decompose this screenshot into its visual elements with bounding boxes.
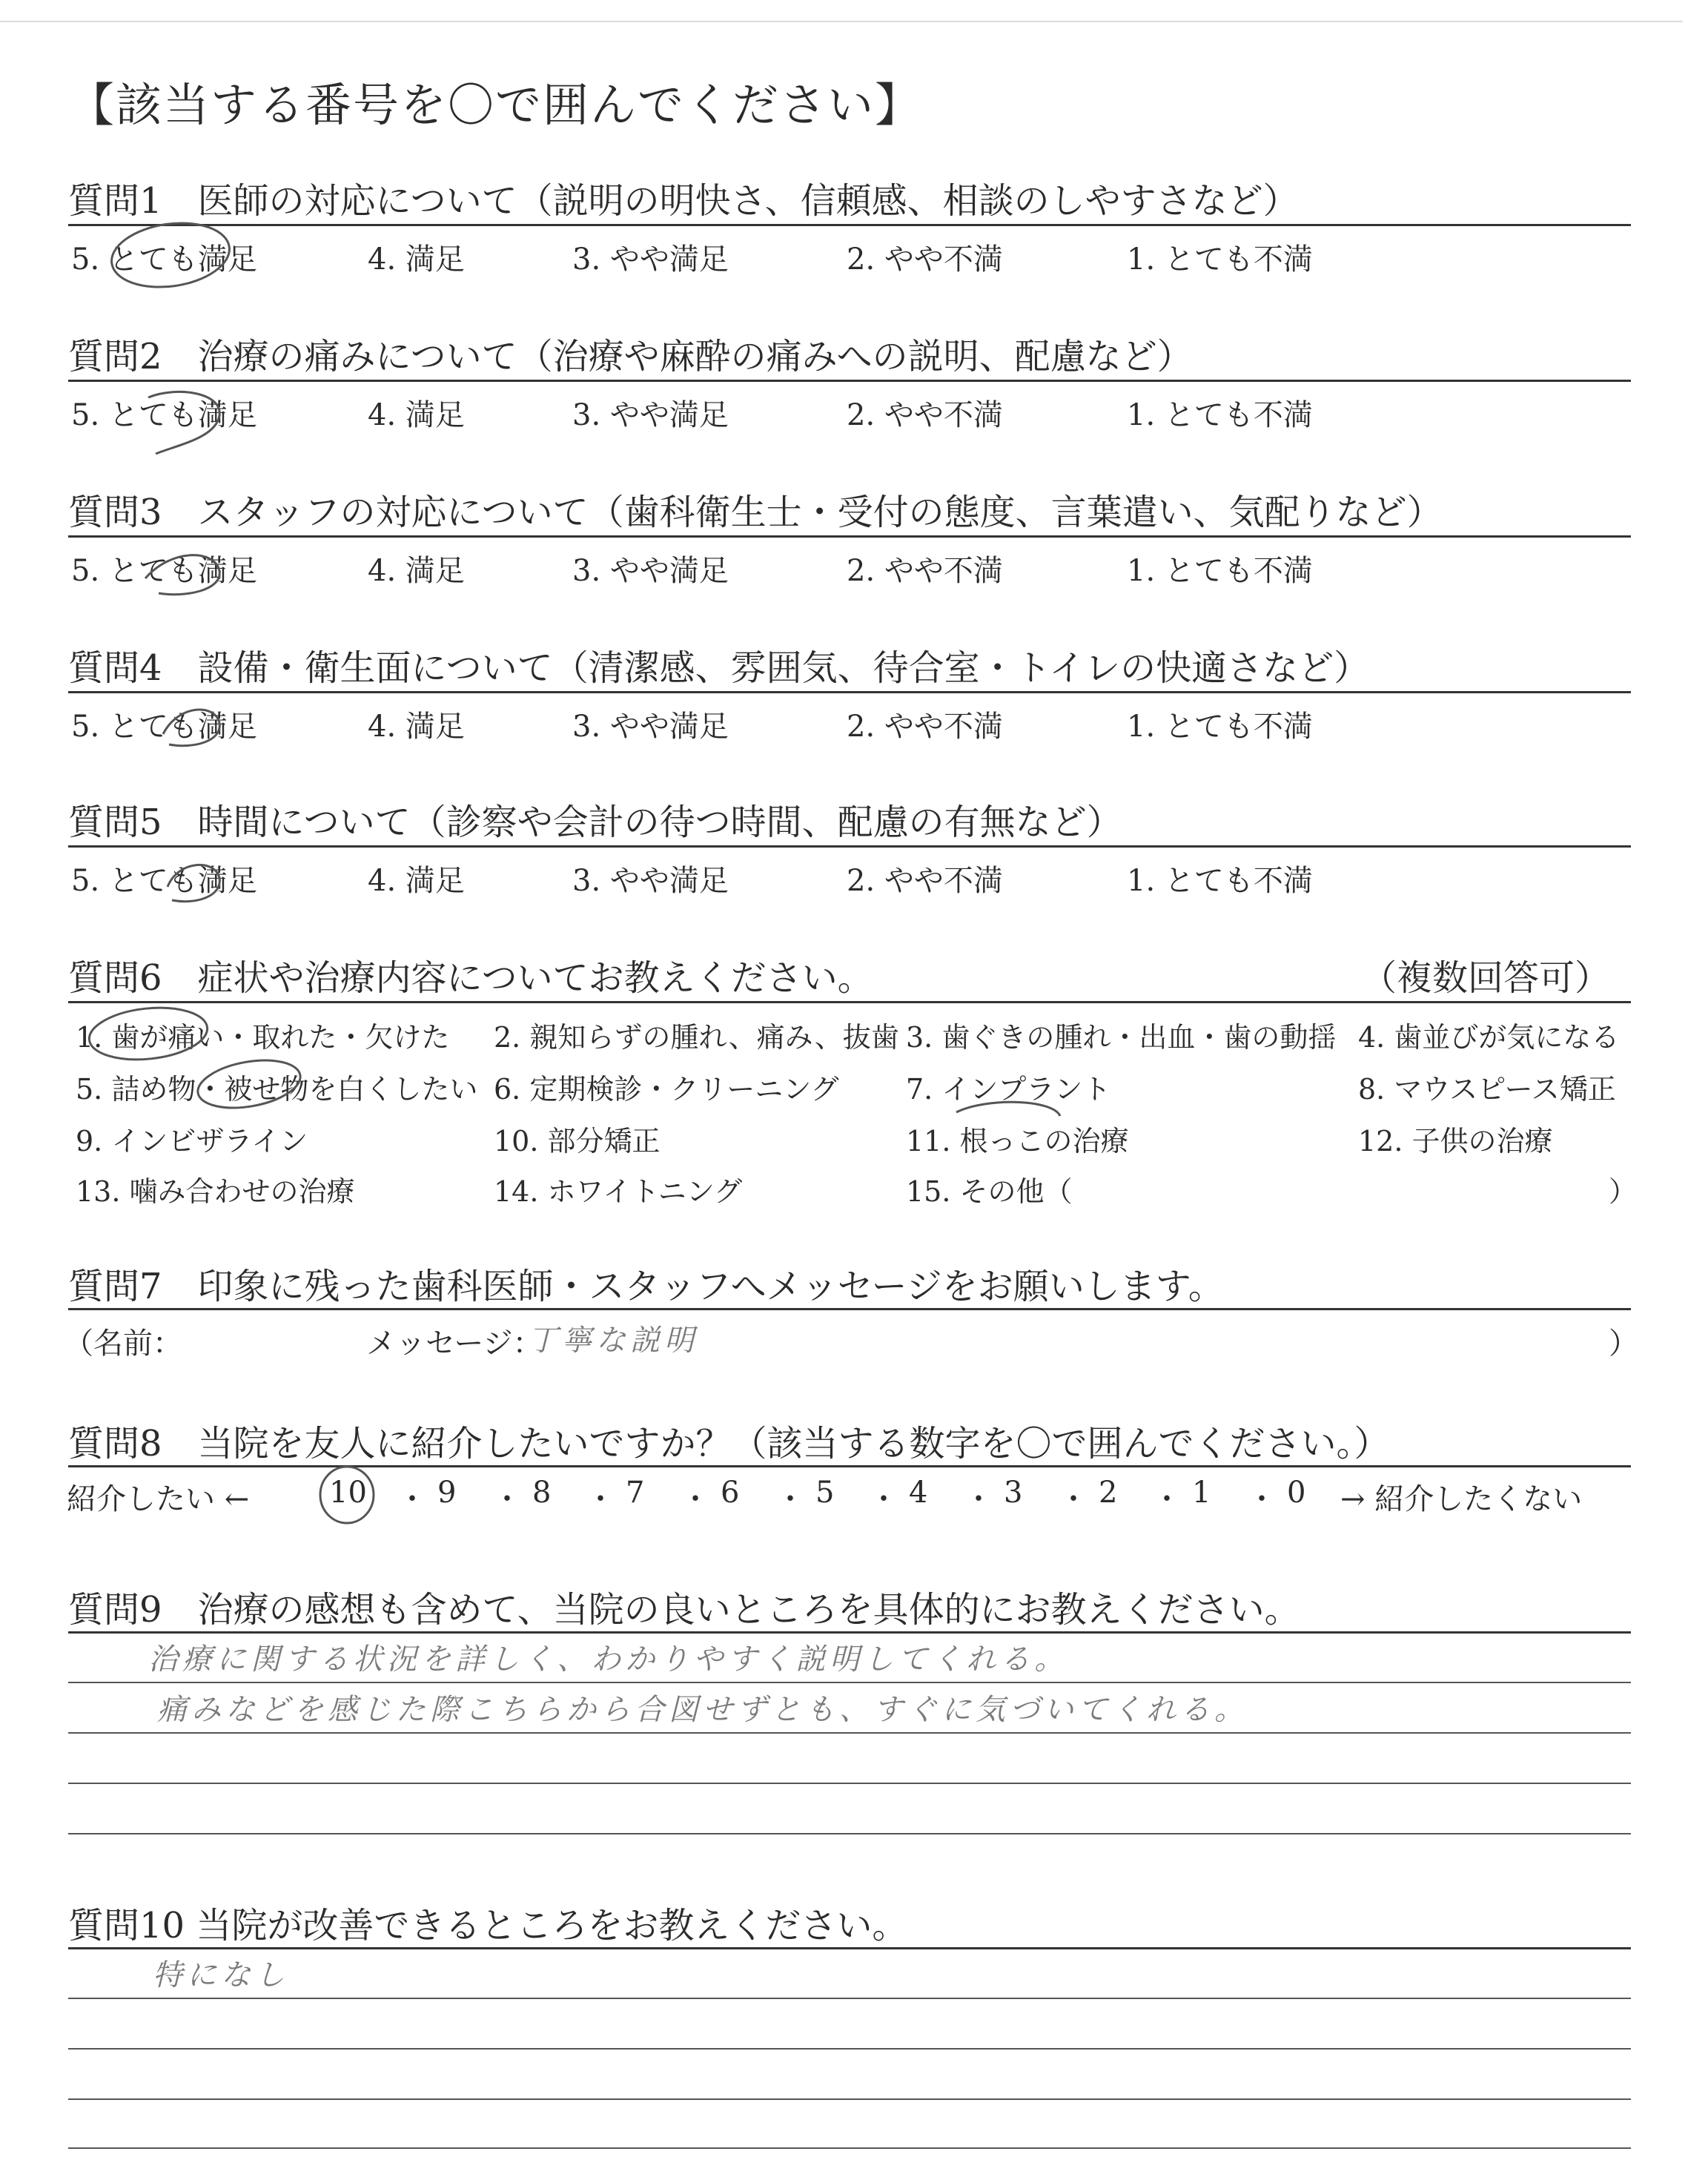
q8-dot: ・ xyxy=(397,1482,427,1516)
q9-writing-line xyxy=(68,1783,1631,1784)
q6-item-7[interactable]: 7. インプラント xyxy=(906,1073,1111,1106)
q4-option-3[interactable]: 3. やや満足 xyxy=(572,710,729,744)
q2-title: 質問2 治療の痛みについて（治療や麻酔の痛みへの説明、配慮など） xyxy=(68,336,1193,377)
q6-multiple-note: （複数回答可） xyxy=(1361,957,1611,999)
q2-option-4[interactable]: 4. 満足 xyxy=(368,398,465,432)
q7-message-label: メッセージ： xyxy=(366,1327,543,1361)
q2-option-1[interactable]: 1. とても不満 xyxy=(1127,398,1313,432)
page-title: 【該当する番号を〇で囲んでください】 xyxy=(68,78,923,132)
q6-item-4[interactable]: 4. 歯並びが気になる xyxy=(1358,1021,1620,1054)
q8-dot: ・ xyxy=(586,1482,615,1516)
q6-item-6[interactable]: 6. 定期検診・クリーニング xyxy=(494,1073,839,1106)
q8-dot: ・ xyxy=(492,1482,522,1516)
q8-scale-9[interactable]: 9 xyxy=(437,1476,457,1510)
q8-right-label: → 紹介したくない xyxy=(1340,1482,1583,1516)
q6-item-8[interactable]: 8. マウスピース矯正 xyxy=(1358,1073,1616,1106)
q10-rule xyxy=(68,1947,1631,1949)
q1-option-3[interactable]: 3. やや満足 xyxy=(572,242,729,277)
q9-title: 質問9 治療の感想も含めて、当院の良いところを具体的にお教えください。 xyxy=(68,1589,1300,1631)
q8-scale-2[interactable]: 2 xyxy=(1099,1476,1118,1510)
q9-writing-line xyxy=(68,1833,1631,1834)
q3-rule xyxy=(68,535,1631,538)
q5-option-4[interactable]: 4. 満足 xyxy=(368,864,465,898)
q8-scale-6[interactable]: 6 xyxy=(721,1476,740,1510)
q8-dot: ・ xyxy=(775,1482,805,1516)
q3-option-1[interactable]: 1. とても不満 xyxy=(1127,554,1313,588)
q2-option-3[interactable]: 3. やや満足 xyxy=(572,398,729,432)
q6-item-11[interactable]: 11. 根っこの治療 xyxy=(906,1125,1129,1157)
q8-dot: ・ xyxy=(1059,1482,1088,1516)
q7-title: 質問7 印象に残った歯科医師・スタッフへメッセージをお願いします。 xyxy=(68,1266,1224,1307)
q8-scale-1[interactable]: 1 xyxy=(1192,1476,1211,1510)
q1-title: 質問1 医師の対応について（説明の明快さ、信頼感、相談のしやすさなど） xyxy=(68,180,1299,222)
q5-option-2[interactable]: 2. やや不満 xyxy=(847,864,1003,898)
q4-option-2[interactable]: 2. やや不満 xyxy=(847,710,1003,744)
q6-item-1[interactable]: 1. 歯が痛い・取れた・欠けた xyxy=(76,1021,450,1054)
q6-item-3[interactable]: 3. 歯ぐきの腫れ・出血・歯の動揺 xyxy=(906,1021,1337,1054)
q9-answer-line-1[interactable]: 治療に関する状況を詳しく、わかりやすく説明してくれる。 xyxy=(148,1642,1069,1677)
q8-scale-8[interactable]: 8 xyxy=(532,1476,552,1510)
q6-item-15[interactable]: 15. その他（ xyxy=(906,1175,1073,1208)
q3-option-2[interactable]: 2. やや不満 xyxy=(847,554,1003,588)
q5-option-3[interactable]: 3. やや満足 xyxy=(572,864,729,898)
q3-option-4[interactable]: 4. 満足 xyxy=(368,554,465,588)
q3-title: 質問3 スタッフの対応について（歯科衛生士・受付の態度、言葉遣い、気配りなど） xyxy=(68,492,1443,533)
q1-option-2[interactable]: 2. やや不満 xyxy=(847,242,1003,277)
q4-option-4[interactable]: 4. 満足 xyxy=(368,710,465,744)
q1-option-5[interactable]: 5. とても満足 xyxy=(71,242,257,277)
q8-dot: ・ xyxy=(1152,1482,1182,1516)
q10-writing-line xyxy=(68,2048,1631,2050)
q6-item-10[interactable]: 10. 部分矯正 xyxy=(494,1125,661,1157)
q5-option-1[interactable]: 1. とても不満 xyxy=(1127,864,1313,898)
q8-rule xyxy=(68,1465,1631,1467)
q4-rule xyxy=(68,691,1631,693)
q8-scale-10[interactable]: 10 xyxy=(329,1476,367,1510)
q4-option-5[interactable]: 5. とても満足 xyxy=(71,710,257,744)
q5-rule xyxy=(68,845,1631,848)
q6-title: 質問6 症状や治療内容についてお教えください。 xyxy=(68,957,873,999)
q6-item-15-close: ） xyxy=(1609,1175,1638,1208)
q4-title: 質問4 設備・衛生面について（清潔感、雰囲気、待合室・トイレの快適さなど） xyxy=(68,647,1370,689)
q3-option-3[interactable]: 3. やや満足 xyxy=(572,554,729,588)
q8-dot: ・ xyxy=(964,1482,993,1516)
q8-scale-3[interactable]: 3 xyxy=(1004,1476,1023,1510)
q6-item-5[interactable]: 5. 詰め物・被せ物を白くしたい xyxy=(76,1073,478,1106)
q8-left-label: 紹介したい ← xyxy=(67,1482,250,1516)
q10-writing-line xyxy=(68,2098,1631,2100)
q9-writing-line xyxy=(68,1682,1631,1683)
q8-dot: ・ xyxy=(681,1482,710,1516)
q10-writing-line xyxy=(68,2147,1631,2149)
q1-option-1[interactable]: 1. とても不満 xyxy=(1127,242,1313,277)
q7-message-answer[interactable]: 丁寧な説明 xyxy=(528,1324,698,1358)
q2-rule xyxy=(68,380,1631,382)
scan-top-edge xyxy=(0,21,1683,22)
q8-scale-4[interactable]: 4 xyxy=(909,1476,928,1510)
q9-rule xyxy=(68,1631,1631,1634)
q7-rule xyxy=(68,1308,1631,1310)
q6-rule xyxy=(68,1001,1631,1003)
q8-scale-7[interactable]: 7 xyxy=(626,1476,645,1510)
q2-option-5[interactable]: 5. とても満足 xyxy=(71,398,257,432)
q9-writing-line xyxy=(68,1732,1631,1734)
q9-answer-line-2[interactable]: 痛みなどを感じた際こちらから合図せずとも、すぐに気づいてくれる。 xyxy=(157,1693,1248,1727)
q8-scale-5[interactable]: 5 xyxy=(815,1476,835,1510)
q1-option-4[interactable]: 4. 満足 xyxy=(368,242,465,277)
q10-writing-line xyxy=(68,1998,1631,1999)
q6-item-14[interactable]: 14. ホワイトニング xyxy=(494,1175,743,1208)
q7-close-paren: ） xyxy=(1609,1327,1638,1361)
q5-title: 質問5 時間について（診察や会計の待つ時間、配慮の有無など） xyxy=(68,802,1122,843)
q4-option-1[interactable]: 1. とても不満 xyxy=(1127,710,1313,744)
q6-item-2[interactable]: 2. 親知らずの腫れ、痛み、抜歯 xyxy=(494,1021,899,1054)
q5-option-5[interactable]: 5. とても満足 xyxy=(71,864,257,898)
q10-answer-line-1[interactable]: 特になし xyxy=(153,1958,289,1992)
q6-item-13[interactable]: 13. 噛み合わせの治療 xyxy=(76,1175,355,1208)
q3-option-5[interactable]: 5. とても満足 xyxy=(71,554,257,588)
q8-dot: ・ xyxy=(1247,1482,1277,1516)
q2-option-2[interactable]: 2. やや不満 xyxy=(847,398,1003,432)
q6-item-12[interactable]: 12. 子供の治療 xyxy=(1358,1125,1553,1157)
q8-title: 質問8 当院を友人に紹介したいですか？（該当する数字を〇で囲んでください。） xyxy=(68,1423,1390,1464)
q7-name-label: （名前： xyxy=(64,1327,182,1361)
q8-dot: ・ xyxy=(869,1482,898,1516)
q10-title: 質問10 当院が改善できるところをお教えください。 xyxy=(68,1905,908,1946)
q1-rule xyxy=(68,224,1631,226)
q6-item-9[interactable]: 9. インビザライン xyxy=(76,1125,308,1157)
q8-scale-0[interactable]: 0 xyxy=(1287,1476,1306,1510)
